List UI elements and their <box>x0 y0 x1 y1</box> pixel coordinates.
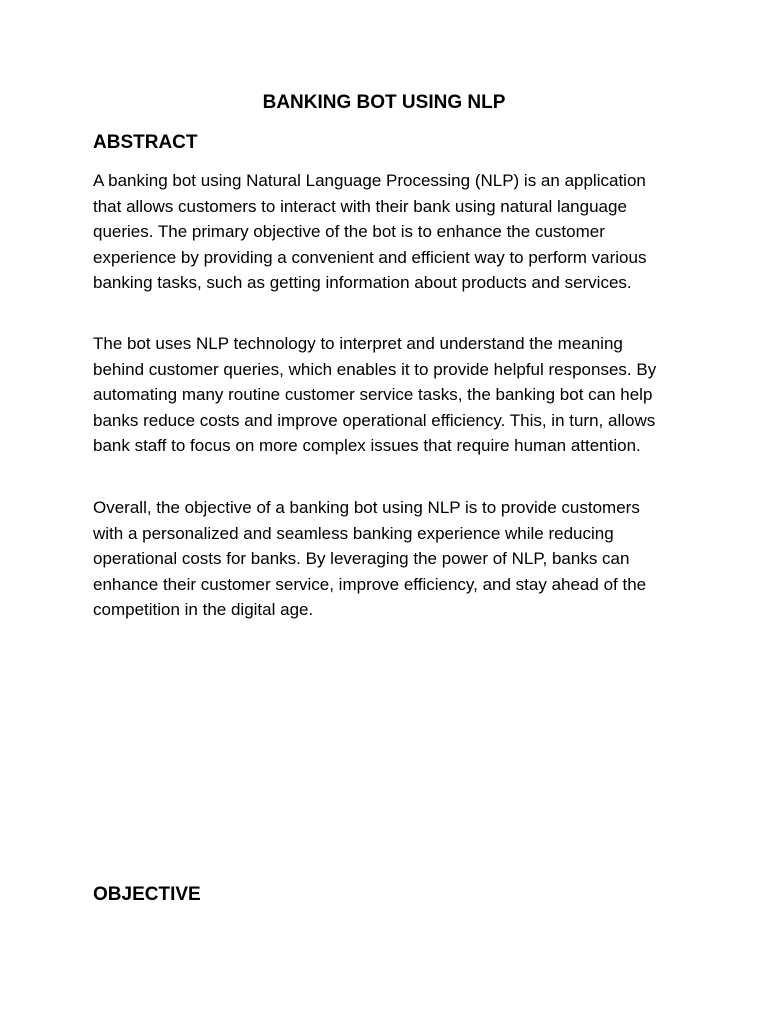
abstract-paragraph-3: Overall, the objective of a banking bot using NLP is to provide customers with a personalized and seamless banking experience while reducing operational costs for banks. By leveraging the power of NLP, banks can enhance their customer service, improve efficiency, and stay ahead of the competition in the digital age. <box>93 498 647 620</box>
objective-heading: OBJECTIVE <box>93 884 201 905</box>
abstract-heading: ABSTRACT <box>93 132 198 153</box>
document-title: BANKING BOT USING NLP <box>262 92 506 113</box>
abstract-paragraph-1: A banking bot using Natural Language Processing (NLP) is an application that allows customers to interact with their bank using natural language queries. The primary objective of the bot is to enhance the customer experience by providing a convenient and efficient way to perform various banking tasks, such as getting information about products and services. <box>93 171 647 293</box>
abstract-paragraph-2: The bot uses NLP technology to interpret and understand the meaning behind customer queries, which enables it to provide helpful responses. By automating many routine customer service tasks, the banking bot can help banks reduce costs and improve operational efficiency. This, in turn, allows bank staff to focus on more complex issues that require human attention. <box>93 334 657 456</box>
